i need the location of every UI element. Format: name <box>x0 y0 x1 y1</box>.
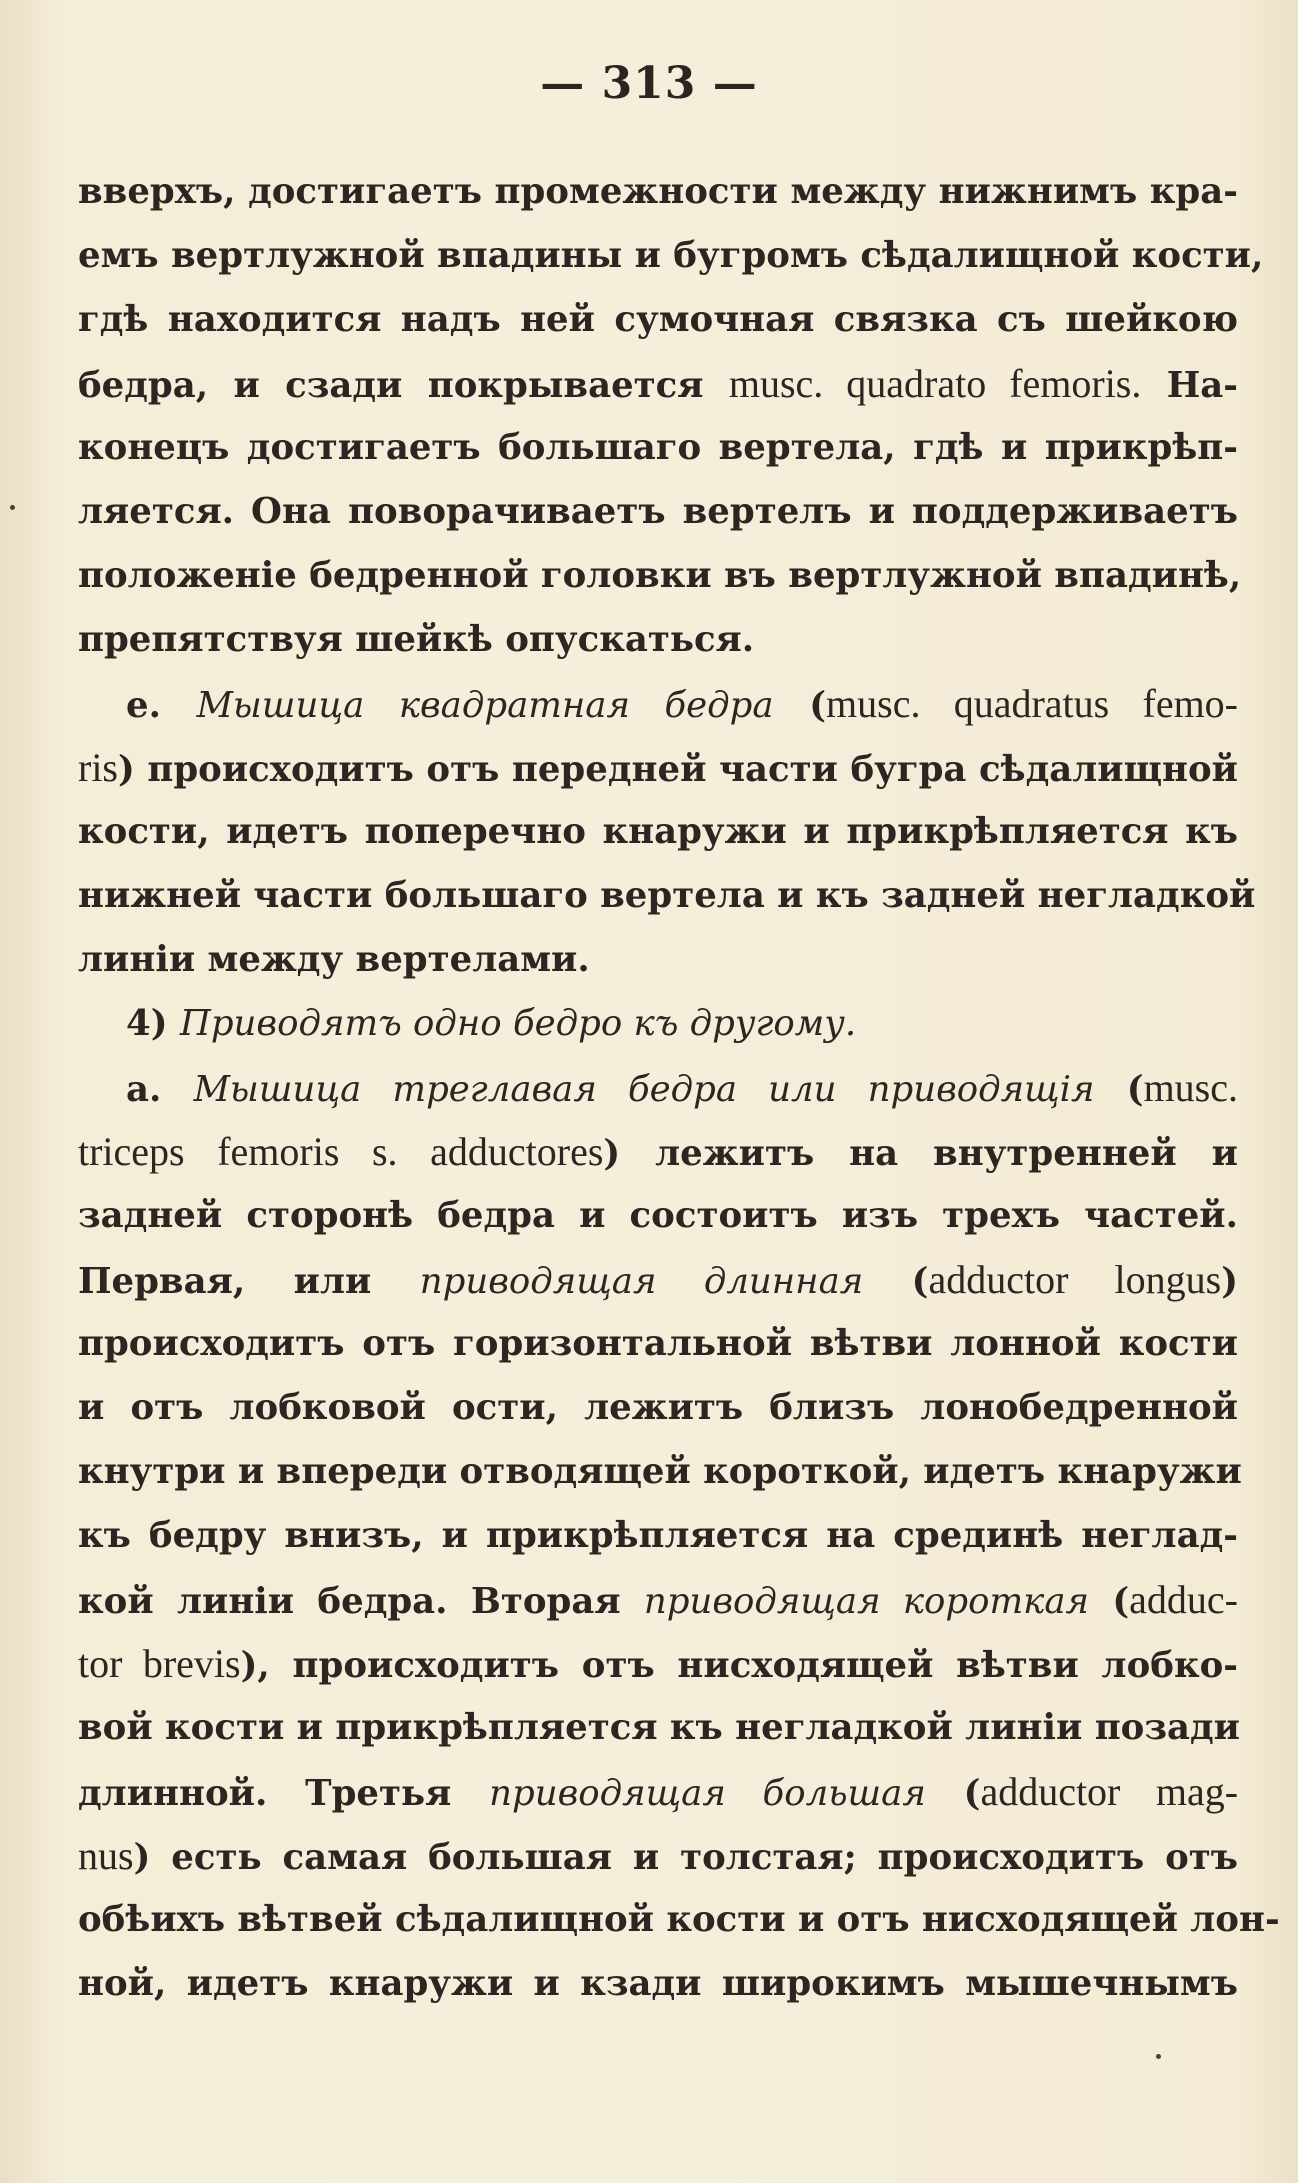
text-run: adduc- <box>1129 1577 1238 1622</box>
text-run: длинной. Третья <box>78 1773 490 1814</box>
text-run: кой линiи бедра. Вторая <box>78 1581 644 1622</box>
text-run: e. <box>126 685 197 726</box>
text-run: обѣихъ вѣтвей сѣдалищной кости и отъ нисходящей лон- <box>78 1899 1280 1940</box>
text-run: кнутри и впереди отводящей короткой, идетъ кнаружи <box>78 1451 1242 1492</box>
text-run: приводящая длинная <box>419 1261 864 1302</box>
body-text <box>78 160 1280 2016</box>
text-run: Мышица квадратная бедра <box>196 685 774 726</box>
text-line <box>78 1376 1238 1440</box>
speck <box>1156 2054 1161 2059</box>
text-run: ( <box>925 1773 981 1814</box>
text-run: задней сторонѣ бедра и состоитъ изъ трехъ частей. <box>78 1195 1238 1236</box>
text-run: вой кости и прикрѣпляется къ негладкой линiи позади <box>78 1707 1241 1748</box>
text-run: гдѣ находится надъ ней сумочная связка съ шейкою <box>78 299 1238 340</box>
text-line <box>78 160 1238 224</box>
text-run: бедра, и сзади покрывается <box>78 365 729 406</box>
text-line <box>78 1952 1238 2016</box>
text-run: 4) <box>126 1003 180 1044</box>
text-run: кости, идетъ поперечно кнаружи и прикрѣпляется къ <box>78 811 1238 852</box>
text-run: musc. quadrato femoris. <box>728 361 1142 406</box>
text-line <box>78 1248 1238 1312</box>
text-run: tor brevis <box>78 1641 241 1686</box>
text-run: вверхъ, достигаетъ промежности между нижнимъ кра- <box>78 171 1238 212</box>
text-run: ris <box>78 745 118 790</box>
text-line <box>78 480 1238 544</box>
text-run: препятствуя шейкѣ опускаться. <box>78 619 755 660</box>
text-line <box>78 992 1238 1056</box>
text-run: На- <box>1141 365 1239 406</box>
text-run: musc. <box>1143 1065 1238 1110</box>
text-line <box>78 1696 1241 1760</box>
text-run: adductor mag- <box>980 1769 1239 1814</box>
text-run: нижней части большаго вертела и къ задней негладкой <box>78 875 1256 916</box>
text-line <box>78 416 1238 480</box>
text-line <box>78 544 1242 608</box>
text-run: triceps femoris s. adductores <box>78 1129 604 1174</box>
text-run: емъ вертлужной впадины и бугромъ сѣдалищной кости, <box>78 235 1264 276</box>
text-run: Первая, или <box>78 1261 420 1302</box>
text-line <box>78 928 1238 992</box>
text-run: линiи между вертелами. <box>78 939 590 980</box>
text-run: nus <box>78 1833 134 1878</box>
text-line <box>78 288 1238 352</box>
text-run: ( <box>1089 1581 1130 1622</box>
text-line <box>78 864 1256 928</box>
text-line <box>78 1568 1238 1632</box>
text-run: ), происходитъ отъ нисходящей вѣтви лобко- <box>240 1645 1238 1686</box>
text-line <box>78 1504 1238 1568</box>
text-line <box>78 1632 1238 1696</box>
text-line <box>78 1440 1242 1504</box>
text-run: ( <box>863 1261 929 1302</box>
text-run: приводящая большая <box>489 1773 926 1814</box>
text-run: положенiе бедренной головки въ вертлужной впадинѣ, <box>78 555 1242 596</box>
text-line <box>78 1760 1238 1824</box>
text-run: musc. quadratus femo- <box>826 681 1239 726</box>
text-run: ной, идетъ кнаружи и кзади широкимъ мышечнымъ <box>78 1963 1238 2004</box>
text-line <box>78 736 1238 800</box>
text-run: ) происходитъ отъ передней части бугра сѣдалищной <box>118 749 1238 790</box>
text-line <box>78 608 1238 672</box>
text-line <box>78 1888 1280 1952</box>
text-run: происходитъ отъ горизонтальной вѣтви лонной кости <box>78 1323 1238 1364</box>
text-line <box>78 1120 1238 1184</box>
text-line <box>78 224 1264 288</box>
text-run: ляется. Она поворачиваетъ вертелъ и поддерживаетъ <box>78 491 1238 532</box>
text-run: конецъ достигаетъ большаго вертела, гдѣ и прикрѣп- <box>78 427 1238 468</box>
text-run: Приводятъ одно бедро къ другому. <box>179 1003 857 1044</box>
text-run: ( <box>773 685 827 726</box>
text-run: къ бедру внизъ, и прикрѣпляется на срединѣ неглад- <box>78 1515 1238 1556</box>
text-line <box>78 1312 1238 1376</box>
text-line <box>78 1184 1238 1248</box>
text-line <box>78 1056 1238 1120</box>
text-run: Мышица треглавая бедра или приводящiя <box>193 1069 1095 1110</box>
text-run: a. <box>126 1069 194 1110</box>
text-line <box>78 1824 1238 1888</box>
text-run: ) есть самая большая и толстая; происходитъ отъ <box>133 1837 1238 1878</box>
text-line <box>78 800 1238 864</box>
text-line <box>78 352 1238 416</box>
text-run: ( <box>1094 1069 1144 1110</box>
text-run: ) <box>1221 1261 1238 1302</box>
text-run: ) лежитъ на внутренней и <box>603 1133 1238 1174</box>
text-run: приводящая короткая <box>643 1581 1090 1622</box>
text-run: и отъ лобковой ости, лежитъ близъ лонобедренной <box>78 1387 1238 1428</box>
text-line <box>78 672 1238 736</box>
text-run: adductor longus <box>928 1257 1222 1302</box>
page-number: — 313 — <box>540 58 758 109</box>
speck <box>10 505 15 510</box>
